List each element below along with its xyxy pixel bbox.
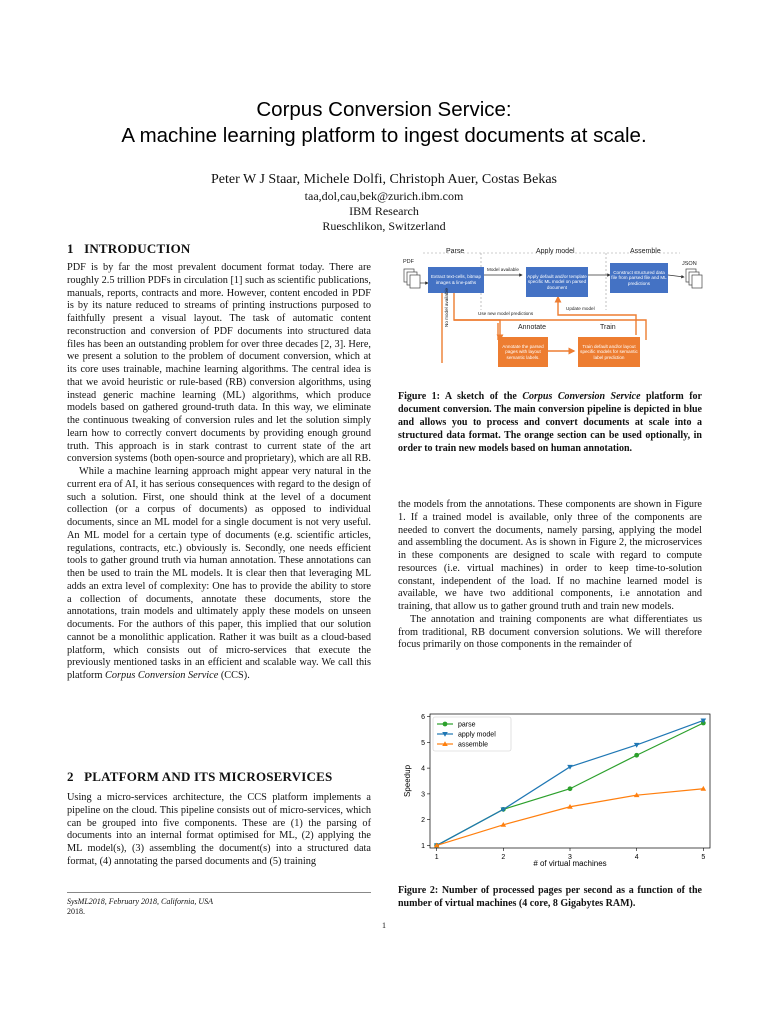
figure-1-caption: Figure 1: A sketch of the Corpus Conversion Service platform for document conversion. The main conversion pipeline is depicted in blue and allows you to process and convert documents at scale into a structured data format. The orange section can be used optionally, in order to train new models based on human annotation. xyxy=(398,391,702,454)
figure-2-chart xyxy=(400,710,718,870)
title-line-2: A machine learning platform to ingest documents at scale. xyxy=(121,124,647,147)
box-construct: Construct structured data file from parsed file and ML predictions xyxy=(610,263,668,293)
speedup-line-chart xyxy=(400,710,718,870)
paragraph: PDF is by far the most prevalent document format today. There are roughly 2.5 trillion PDFs in circulation [1] such as scientific publications, manuals, reports, contracts and more. However, content encoded in PDF is by its nature reduced to streams of printing instructions purposed to faithfully present a visual layout. The task of automatic content reconstruction and conversion of PDF documents into structured data files has been an outstanding problem for over three decades [2, 3]. Here, we present a solution to the problem of document conversion, which at its core uses trainable, machine learning algorithms. The central idea is that we avoid heuristic or rule-based (RB) conversion algorithms, using instead generic machine learning (ML) algorithms, which produce models based on gathered ground-truth data. In this way, we eliminate the continuous tweaking of conversion rules and let the solution simply learn how to correctly convert documents by providing enough ground truth. This approach is in stark contrast to current state of the art conversion systems (both open-source and proprietary), which are all RB. xyxy=(67,262,371,465)
box-apply-model: Apply default and/or template specific ML model on parsed document xyxy=(526,267,588,297)
stage-label-apply-model: Apply model xyxy=(536,248,575,255)
y-axis-label: Speedup xyxy=(403,764,412,798)
authors: Peter W J Staar, Michele Dolfi, Christoph Auer, Costas Bekas xyxy=(211,172,557,187)
y-tick-label: 1 xyxy=(421,842,425,850)
pdf-label: PDF xyxy=(403,259,414,265)
x-tick-label: 1 xyxy=(434,854,439,861)
data-point-parse xyxy=(634,753,639,758)
paragraph: While a machine learning approach might appear very natural in the current era of AI, it has serious consequences with regard to the design of such a solution. First, one should think at the level of a document collection (or a corpus of documents) as opposed to individual documents, since an ML model for a single document is not very useful. An ML model for a certain type of documents (e.g. scientific articles, regulations, contracts, etc.) obviously is. Secondly, one needs efficient tools to gather ground truth via human annotation. These annotations can then be used to train the ML models. It is clear then that leveraging ML adds an extra level of complexity: One has to provide the ability to store a collection of documents, annotate these documents, store the annotations, train models and ultimately apply these models on unseen documents. For the authors of this paper, this implied that our solution cannot be a monolithic application. Rather it was built as a cloud-based platform, which consists out of micro-services that execute the previously mentioned tasks in an efficient and scalable way. We call this platform Corpus Conversion Service (CCS). xyxy=(67,466,371,681)
label-model-available: Model available xyxy=(487,267,519,272)
label-update-model: Update model xyxy=(566,306,595,311)
label-no-model-available: No model available xyxy=(444,287,449,327)
section-heading-introduction: 1 INTRODUCTION xyxy=(67,241,191,256)
label-use-new-model: Use new model predictions xyxy=(478,311,534,316)
y-tick-label: 6 xyxy=(421,714,425,722)
footnote-rule xyxy=(67,892,371,893)
data-point-apply-model xyxy=(567,765,573,770)
left-column-platform xyxy=(67,792,371,869)
y-tick-label: 4 xyxy=(421,765,425,773)
box-extract: Extract text-cells, bitmap images & line-paths xyxy=(428,267,484,293)
series-line-assemble xyxy=(437,789,704,846)
right-column-body xyxy=(398,499,702,652)
venue: SysML2018, February 2018, California, USA xyxy=(67,897,213,906)
figure-1-diagram xyxy=(398,245,708,380)
box-train: Train default and/or layout specific models for semantic label prediction xyxy=(578,337,640,367)
stage-label-parse: Parse xyxy=(446,248,465,255)
left-column-intro xyxy=(67,262,371,683)
organization: IBM Research xyxy=(349,204,419,218)
stage-label-train: Train xyxy=(600,324,616,331)
footnote xyxy=(67,897,213,917)
paper-title xyxy=(0,97,768,149)
paragraph: Using a micro-services architecture, the CCS platform implements a pipeline on the cloud. This pipeline consists out of micro-services, which can be grouped into five components. These are (1) the parsing of documents into an internal format optimised for ML, (2) applying the ML model(s), (3) assembling the document(s) into a structured data format, (4) annotating the parsed documents and (5) training xyxy=(67,792,371,867)
paragraph: The annotation and training components are what differentiates us from traditional, RB document conversion solutions. We will therefore focus primarily on those components in the remainder of xyxy=(398,613,702,651)
legend-label-parse: parse xyxy=(458,721,476,729)
legend-marker-parse xyxy=(443,722,448,727)
legend-label-assemble: assemble xyxy=(458,741,488,749)
year: 2018. xyxy=(67,907,85,916)
x-tick-label: 4 xyxy=(634,854,639,861)
affiliation xyxy=(0,189,768,234)
location: Rueschlikon, Switzerland xyxy=(322,219,446,233)
figure-2-caption: Figure 2: Number of processed pages per second as a function of the number of virtual machines (4 core, 8 Gigabytes RAM). xyxy=(398,885,702,909)
box-annotate: Annotate the parsed pages with layout semantic labels. xyxy=(498,337,548,367)
y-tick-label: 2 xyxy=(421,817,425,825)
stage-label-assemble: Assemble xyxy=(630,248,661,255)
x-tick-label: 2 xyxy=(501,854,506,861)
x-tick-label: 5 xyxy=(701,854,706,861)
y-tick-label: 3 xyxy=(421,791,425,799)
data-point-parse xyxy=(568,786,573,791)
email: taa,dol,cau,bek@zurich.ibm.com xyxy=(304,189,464,203)
legend-label-apply-model: apply model xyxy=(458,731,496,739)
paragraph: the models from the annotations. These components are shown in Figure 1. If a trained model is available, only three of the components are needed to convert the documents, namely parsing, applying the model and assembling the document. As is shown in Figure 2, the microservices in these components are designed to scale with regard to compute resources (i.e. virtual machines) in order to keep time-to-solution constant, independent of the load. If no machine learned model is available, we have two additional components, i.e annotation and training, that allow us to gather ground truth and train new models. xyxy=(398,499,702,612)
page-number: 1 xyxy=(382,921,386,930)
stage-label-annotate: Annotate xyxy=(518,324,547,331)
title-line-1: Corpus Conversion Service: xyxy=(256,98,512,121)
x-tick-label: 3 xyxy=(568,854,572,861)
section-heading-platform: 2 PLATFORM AND ITS MICROSERVICES xyxy=(67,769,333,784)
x-axis-label: # of virtual machines xyxy=(533,859,607,868)
json-label: JSON xyxy=(682,261,697,267)
y-tick-label: 5 xyxy=(421,739,425,747)
